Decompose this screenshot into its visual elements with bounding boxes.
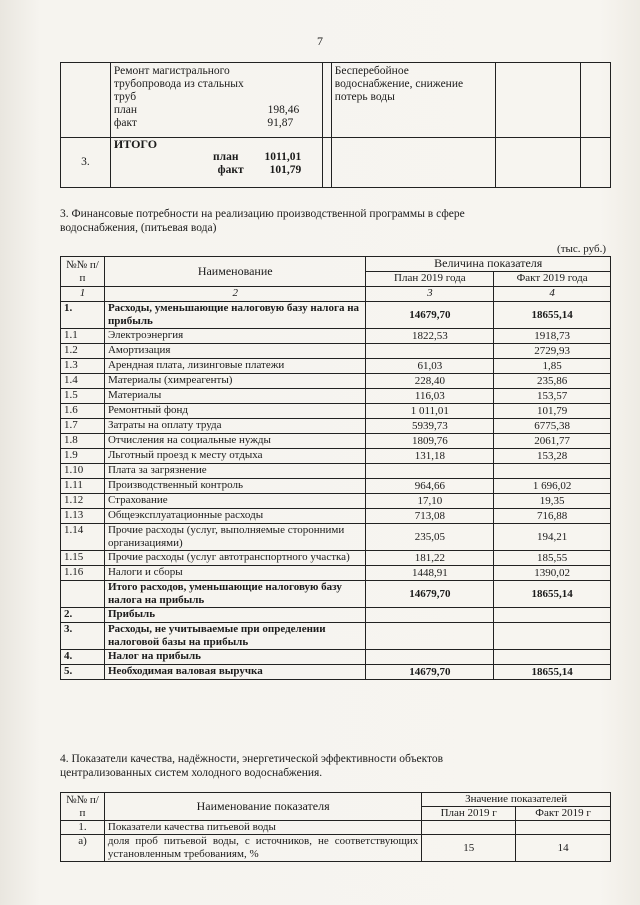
finance-row-num: 1.5 [61,389,105,404]
finance-row [61,374,611,389]
finance-row-plan [366,464,494,479]
finance-row-num [61,581,105,608]
total-label: ИТОГО [113,137,158,151]
finance-row-plan: 1822,53 [366,329,494,344]
finance-body [61,302,611,680]
finance-row-fact: 18655,14 [494,581,611,608]
repair-plan-label: план [113,104,138,116]
finance-row-plan: 228,40 [366,374,494,389]
repair-name-line: труб [113,91,137,103]
finance-row-fact: 18655,14 [494,302,611,329]
q-row-plan: 15 [422,835,516,862]
header-plan: План 2019 года [366,272,494,287]
repair-name-cell [110,63,322,138]
repair-name-line: Ремонт магистрального [113,65,230,77]
finance-row-plan: 14679,70 [366,581,494,608]
repair-effect-line: потерь воды [334,91,395,103]
finance-row-name: Прибыль [104,608,366,623]
colnum-cell: 3 [366,287,494,302]
section3-heading [60,207,611,235]
finance-row [61,404,611,419]
finance-row [61,419,611,434]
finance-row-plan [366,344,494,359]
finance-row-plan: 181,22 [366,551,494,566]
finance-row [61,434,611,449]
finance-row-plan: 116,03 [366,389,494,404]
q-row-fact: 14 [516,835,611,862]
finance-row-name: Затраты на оплату труда [104,419,366,434]
finance-row [61,464,611,479]
finance-row-num: 1.3 [61,359,105,374]
finance-row-plan [366,623,494,650]
finance-row [61,665,611,680]
finance-row-plan: 235,05 [366,524,494,551]
finance-row-name: Производственный контроль [104,479,366,494]
finance-row-num: 1.13 [61,509,105,524]
repair-effect-cell [331,63,496,138]
finance-row-fact: 235,86 [494,374,611,389]
finance-row-fact: 101,79 [494,404,611,419]
finance-row-name: Материалы (химреагенты) [104,374,366,389]
section4-heading-line: централизованных систем холодного водоснабжения. [60,767,323,779]
finance-row [61,524,611,551]
q-row-num: а) [61,835,105,862]
q-header-num: №№ п/п [61,793,105,821]
q-row-num: 1. [61,821,105,835]
finance-row-name: Амортизация [104,344,366,359]
quality-row [61,835,611,862]
finance-row-fact [494,608,611,623]
finance-row-plan: 5939,73 [366,419,494,434]
q-row-fact [516,821,611,835]
total-num: 3. [61,138,111,188]
finance-row-name: Страхование [104,494,366,509]
total-plan-value: 1011,01 [264,151,302,163]
colnum-cell: 2 [104,287,366,302]
finance-row [61,623,611,650]
finance-row-num: 3. [61,623,105,650]
finance-row [61,581,611,608]
finance-row-num: 1.12 [61,494,105,509]
finance-row-name: Налоги и сборы [104,566,366,581]
finance-row [61,650,611,665]
finance-row-num: 1.1 [61,329,105,344]
finance-table [60,256,611,680]
finance-row-num: 1.11 [61,479,105,494]
finance-row-fact: 19,35 [494,494,611,509]
repair-effect-line: Бесперебойное [334,65,409,77]
finance-row-num: 5. [61,665,105,680]
finance-row [61,449,611,464]
finance-row-fact: 1 696,02 [494,479,611,494]
finance-row-name: Льготный проезд к месту отдыха [104,449,366,464]
quality-row [61,821,611,835]
finance-row-plan: 14679,70 [366,665,494,680]
finance-colnum-row [61,287,611,302]
finance-row-fact: 1918,73 [494,329,611,344]
page-number: 7 [317,34,323,48]
finance-row [61,608,611,623]
finance-row [61,344,611,359]
section3-heading-line: водоснабжения, (питьевая вода) [60,222,217,234]
finance-row-name: Итого расходов, уменьшающие налоговую базу налога на прибыль [104,581,366,608]
finance-row-name: Ремонтный фонд [104,404,366,419]
q-header-value: Значение показателей [422,793,611,807]
finance-row-plan: 1 011,01 [366,404,494,419]
total-row [61,138,611,188]
finance-row-plan: 131,18 [366,449,494,464]
finance-row-fact [494,464,611,479]
finance-row-fact: 716,88 [494,509,611,524]
colnum-cell: 4 [494,287,611,302]
total-plan-label: план [213,151,239,163]
finance-row-name: Арендная плата, лизинговые платежи [104,359,366,374]
q-row-plan [422,821,516,835]
quality-header-row [61,793,611,807]
finance-row-name: Налог на прибыль [104,650,366,665]
repair-empty-cell [581,63,611,138]
repair-empty-cell [496,63,581,138]
finance-row-fact: 153,57 [494,389,611,404]
finance-row-plan [366,608,494,623]
finance-row-fact: 18655,14 [494,665,611,680]
finance-row [61,566,611,581]
finance-row-name: Материалы [104,389,366,404]
finance-row [61,359,611,374]
finance-row-num: 1.10 [61,464,105,479]
q-row-name: Показатели качества питьевой воды [104,821,421,835]
q-row-name: доля проб питьевой воды, с источников, не соответствующих установленным требованиям, % [104,835,421,862]
finance-row-fact: 2061,77 [494,434,611,449]
repair-plan-value: 198,46 [267,104,300,116]
finance-row-name: Расходы, уменьшающие налоговую базу налога на прибыль [104,302,366,329]
finance-row-num: 1.14 [61,524,105,551]
section4-heading-line: 4. Показатели качества, надёжности, энергетической эффективности объектов [60,753,444,765]
colnum-cell: 1 [61,287,105,302]
q-header-name: Наименование показателя [104,793,421,821]
finance-row-plan [366,650,494,665]
units-label: (тыс. руб.) [557,243,606,255]
finance-row-num: 1.2 [61,344,105,359]
total-empty-cell [331,138,496,188]
header-fact: Факт 2019 года [494,272,611,287]
finance-row-fact [494,623,611,650]
total-fact-value: 101,79 [269,164,302,176]
finance-row [61,509,611,524]
finance-row-num: 1.9 [61,449,105,464]
finance-row-num: 1.7 [61,419,105,434]
finance-row-plan: 713,08 [366,509,494,524]
repair-num-cell [61,63,111,138]
finance-row-plan: 1448,91 [366,566,494,581]
finance-row-fact: 6775,38 [494,419,611,434]
finance-row-fact: 194,21 [494,524,611,551]
finance-row-plan: 1809,76 [366,434,494,449]
quality-table [60,792,611,862]
repair-empty-cell [323,63,331,138]
finance-row [61,329,611,344]
finance-row-fact: 153,28 [494,449,611,464]
finance-row-plan: 964,66 [366,479,494,494]
total-cell [110,138,322,188]
q-header-fact: Факт 2019 г [516,807,611,821]
finance-row-plan: 17,10 [366,494,494,509]
finance-row-name: Прочие расходы (услуг автотранспортного участка) [104,551,366,566]
finance-row [61,389,611,404]
finance-row-num: 1.8 [61,434,105,449]
finance-row-num: 1.4 [61,374,105,389]
total-empty-cell [496,138,581,188]
finance-row-name: Общеэксплуатационные расходы [104,509,366,524]
finance-row-fact: 2729,93 [494,344,611,359]
repair-row [61,63,611,138]
finance-row-fact: 185,55 [494,551,611,566]
finance-row-name: Плата за загрязнение [104,464,366,479]
finance-row [61,479,611,494]
header-name: Наименование [104,257,366,287]
finance-row-num: 4. [61,650,105,665]
finance-row-plan: 14679,70 [366,302,494,329]
finance-row [61,302,611,329]
finance-row-num: 1. [61,302,105,329]
total-empty-cell [581,138,611,188]
finance-row-name: Прочие расходы (услуг, выполняемые сторонними организациями) [104,524,366,551]
section4-heading [60,752,611,780]
header-num: №№ п/п [61,257,105,287]
finance-row-name: Электроэнергия [104,329,366,344]
finance-row-num: 1.16 [61,566,105,581]
finance-row-num: 1.15 [61,551,105,566]
finance-header-row [61,257,611,272]
finance-row-name: Расходы, не учитываемые при определении налоговой базы на прибыль [104,623,366,650]
finance-row-num: 1.6 [61,404,105,419]
repair-effect-line: водоснабжение, снижение [334,78,464,90]
repair-name-line: трубопровода из стальных [113,78,244,90]
total-empty-cell [323,138,331,188]
q-header-plan: План 2019 г [422,807,516,821]
finance-row-name: Необходимая валовая выручка [104,665,366,680]
total-fact-label: факт [217,164,244,176]
finance-row [61,551,611,566]
repair-table [60,62,611,188]
finance-row-num: 2. [61,608,105,623]
finance-row-fact: 1390,02 [494,566,611,581]
finance-row-fact [494,650,611,665]
finance-row [61,494,611,509]
finance-row-name: Отчисления на социальные нужды [104,434,366,449]
section3-heading-line: 3. Финансовые потребности на реализацию производственной программы в сфере [60,208,465,220]
finance-row-fact: 1,85 [494,359,611,374]
finance-row-plan: 61,03 [366,359,494,374]
header-value: Величина показателя [366,257,611,272]
repair-fact-value: 91,87 [267,117,294,129]
repair-fact-label: факт [113,117,137,129]
